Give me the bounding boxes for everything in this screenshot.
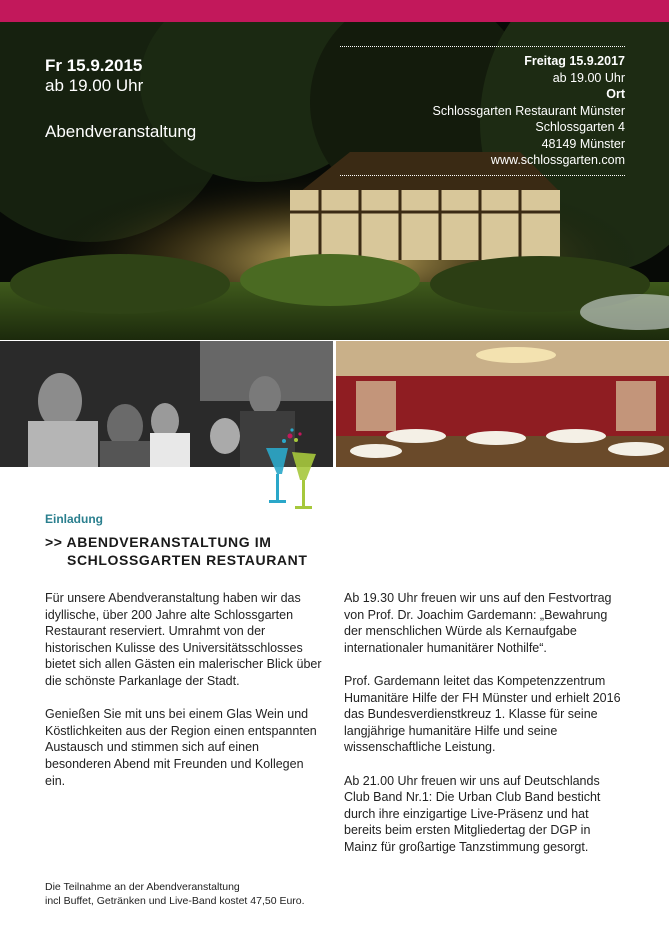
footnote-line-2: incl Buffet, Getränken und Live-Band kostet 47,50 Euro. [45, 895, 305, 907]
headline-line-2: SCHLOSSGARTEN RESTAURANT [67, 552, 308, 568]
event-info-box [340, 46, 625, 176]
info-date: Freitag 15.9.2017 [524, 54, 625, 68]
divider-bottom [340, 175, 625, 176]
photo-strip [0, 341, 669, 467]
info-street: Schlossgarten 4 [535, 120, 625, 134]
info-time: ab 19.00 Uhr [552, 70, 625, 85]
event-time: ab 19.00 Uhr [45, 76, 144, 95]
event-date: Fr 15.9.2015 [45, 56, 143, 75]
left-paragraph-1: Für unsere Abendveranstaltung haben wir das idyllische, über 200 Jahre alte Schlossgarten Restaurant reserviert. Umrahmt von der historischen Kulisse des Universitätsschlosses bietet sich allen Gästen ein malerischer Blick über die schönste Parkanlage der Stadt. [45, 591, 322, 688]
divider-top [340, 46, 625, 47]
page-headline [45, 533, 307, 569]
footnote-line-1: Die Teilnahme an der Abendveranstaltung [45, 881, 240, 893]
hero-photo-restaurant [0, 22, 669, 340]
champagne-glasses-icon [262, 426, 324, 516]
right-paragraph-3: Ab 21.00 Uhr freuen wir uns auf Deutschlands Club Band Nr.1: Die Urban Club Band besticht durch ihre einzigartige Live-Präsenz und hat bereits beim ersten Mitgliedertag der DGP in Mainz für großartige Tanzstimmung gesorgt. [344, 773, 601, 854]
event-title: Abendveranstaltung [45, 122, 197, 141]
top-accent-bar [0, 0, 669, 22]
right-paragraph-1: Ab 19.30 Uhr freuen wir uns auf den Festvortrag von Prof. Dr. Joachim Gardemann: „Bewahrung der menschlichen Würde als Kernaufgabe internationaler humanitärer Nothilfe“. [344, 591, 612, 655]
left-column [45, 590, 327, 806]
info-website-link[interactable]: www.schlossgarten.com [490, 153, 625, 167]
right-paragraph-2: Prof. Gardemann leitet das Kompetenzzentrum Humanitäre Hilfe der FH Münster und erhielt 2016 das Bundesverdienstkreuz 1. Klasse für seine langjährige humanitäre Hilfe und seine wissenschaftliche Leistung. [344, 673, 621, 755]
hall-photo [336, 341, 669, 467]
price-footnote [45, 880, 305, 908]
headline-line-1: >> ABENDVERANSTALTUNG IM [45, 534, 272, 550]
info-city: 48149 Münster [541, 136, 625, 151]
section-label: Einladung [45, 512, 103, 526]
hero-left-text [45, 56, 196, 142]
hall-illustration [336, 341, 669, 467]
info-ort-label: Ort [606, 87, 625, 101]
right-column [344, 590, 626, 872]
info-venue: Schlossgarten Restaurant Münster [432, 103, 625, 118]
left-paragraph-2: Genießen Sie mit uns bei einem Glas Wein und Köstlichkeiten aus der Region einen entspannten Austausch und stimmen sich auf einen besonderen Abend mit Freunden und Kollegen ein. [45, 707, 317, 788]
